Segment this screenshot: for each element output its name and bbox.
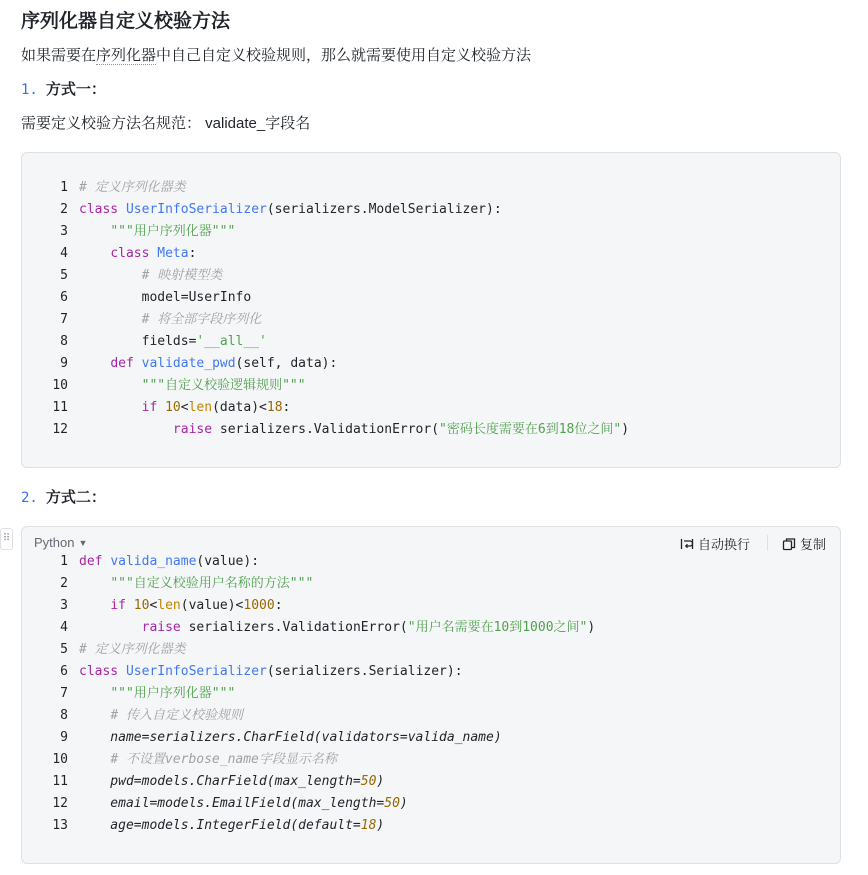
- wrap-label: 自动换行: [698, 537, 751, 552]
- line-number: 13: [52, 818, 68, 833]
- code-line: [22, 551, 840, 573]
- line-number: 3: [60, 224, 68, 239]
- line-number: 7: [60, 686, 68, 701]
- code-block-1[interactable]: [21, 152, 841, 468]
- code-line: [22, 595, 840, 617]
- list-label: 方式二：: [45, 489, 106, 506]
- code-text: model=UserInfo: [79, 290, 252, 305]
- code-lines: [22, 177, 840, 441]
- line-number: 9: [60, 730, 68, 745]
- line-number: 6: [60, 290, 68, 305]
- line-number: 1: [60, 180, 68, 195]
- code-text: class UserInfoSerializer(serializers.Serializer):: [79, 664, 463, 679]
- toolbar-divider: [767, 535, 768, 551]
- wrap-text-icon: [680, 537, 694, 551]
- code-text: email=models.EmailField(max_length=50): [79, 796, 408, 811]
- code-text: raise serializers.ValidationError("用户名需要在10到1000之间"): [141, 620, 596, 635]
- line-number: 12: [52, 422, 68, 437]
- code-text: # 将全部字段序列化: [141, 312, 262, 327]
- code-line: [22, 265, 840, 287]
- code-text: """自定义校验逻辑规则""": [141, 378, 306, 393]
- code-line: [22, 749, 840, 771]
- code-line: [22, 243, 840, 265]
- code-text: def valida_name(value):: [79, 554, 260, 569]
- code-line: [22, 573, 840, 595]
- code-line: [22, 353, 840, 375]
- code-line: [22, 419, 840, 441]
- code-line: [22, 705, 840, 727]
- code-line: [22, 331, 840, 353]
- intro-after: 中自己自定义校验规则，那么就需要使用自定义校验方法: [156, 47, 532, 64]
- code-line: [22, 221, 840, 243]
- line-number: 9: [60, 356, 68, 371]
- code-line: [22, 683, 840, 705]
- line-number: 3: [60, 598, 68, 613]
- code-line: [22, 177, 840, 199]
- code-text: pwd=models.CharField(max_length=50): [79, 774, 385, 789]
- code-line: [22, 661, 840, 683]
- code-text: # 不设置verbose_name字段显示名称: [110, 752, 337, 767]
- line-number: 4: [60, 246, 68, 261]
- line-number: 11: [52, 400, 68, 415]
- intro-annotated-term[interactable]: 序列化器: [96, 47, 157, 64]
- intro-before: 如果需要在: [21, 47, 97, 64]
- code-text: # 映射模型类: [141, 268, 223, 283]
- code-text: class UserInfoSerializer(serializers.ModelSerializer):: [79, 202, 502, 217]
- line-number: 2: [60, 202, 68, 217]
- page-title: 序列化器自定义校验方法: [21, 11, 231, 32]
- code-line: [22, 375, 840, 397]
- code-text: if 10<len(value)<1000:: [110, 598, 283, 613]
- list-item-1: [21, 78, 106, 102]
- line-number: 7: [60, 312, 68, 327]
- language-select[interactable]: [34, 535, 87, 550]
- line-number: 6: [60, 664, 68, 679]
- code-text: """用户序列化器""": [110, 686, 236, 701]
- list-item-2: [21, 486, 106, 510]
- code-text: # 定义序列化器类: [79, 180, 186, 195]
- code-line: [22, 397, 840, 419]
- code-text: class Meta:: [110, 246, 197, 261]
- line-number: 8: [60, 334, 68, 349]
- code-line: [22, 793, 840, 815]
- drag-handle-icon[interactable]: ⠿: [0, 528, 13, 550]
- copy-icon: [782, 537, 796, 551]
- code-text: fields='__all__': [79, 334, 267, 349]
- list-number: 1.: [21, 82, 38, 98]
- line-number: 5: [60, 268, 68, 283]
- language-label: Python: [34, 535, 75, 550]
- line-number: 10: [52, 378, 68, 393]
- naming-note: 需要定义校验方法名规范： validate_字段名: [21, 115, 311, 132]
- line-number: 5: [60, 642, 68, 657]
- line-number: 10: [52, 752, 68, 767]
- code-block-2[interactable]: [21, 526, 841, 864]
- code-text: name=serializers.CharField(validators=valida_name): [79, 730, 502, 745]
- code-line: [22, 617, 840, 639]
- caret-down-icon: ▼: [78, 538, 88, 548]
- code-text: # 定义序列化器类: [79, 642, 186, 657]
- line-number: 4: [60, 620, 68, 635]
- list-number: 2.: [21, 490, 38, 506]
- code-text: # 传入自定义校验规则: [110, 708, 243, 723]
- list-label: 方式一：: [45, 81, 106, 98]
- code-text: def validate_pwd(self, data):: [110, 356, 338, 371]
- line-number: 11: [52, 774, 68, 789]
- line-number: 2: [60, 576, 68, 591]
- code-line: [22, 309, 840, 331]
- code-text: """自定义校验用户名称的方法""": [110, 576, 314, 591]
- code-text: """用户序列化器""": [110, 224, 236, 239]
- copy-label: 复制: [800, 537, 827, 552]
- code-line: [22, 815, 840, 837]
- code-text: if 10<len(data)<18:: [141, 400, 291, 415]
- line-number: 8: [60, 708, 68, 723]
- code-lines: [22, 551, 840, 837]
- code-line: [22, 727, 840, 749]
- code-line: [22, 771, 840, 793]
- line-number: 12: [52, 796, 68, 811]
- code-text: age=models.IntegerField(default=18): [79, 818, 385, 833]
- code-line: [22, 287, 840, 309]
- intro-paragraph: [21, 44, 531, 68]
- code-text: raise serializers.ValidationError("密码长度需要在6到18位之间"): [172, 422, 630, 437]
- code-line: [22, 199, 840, 221]
- line-number: 1: [60, 554, 68, 569]
- code-line: [22, 639, 840, 661]
